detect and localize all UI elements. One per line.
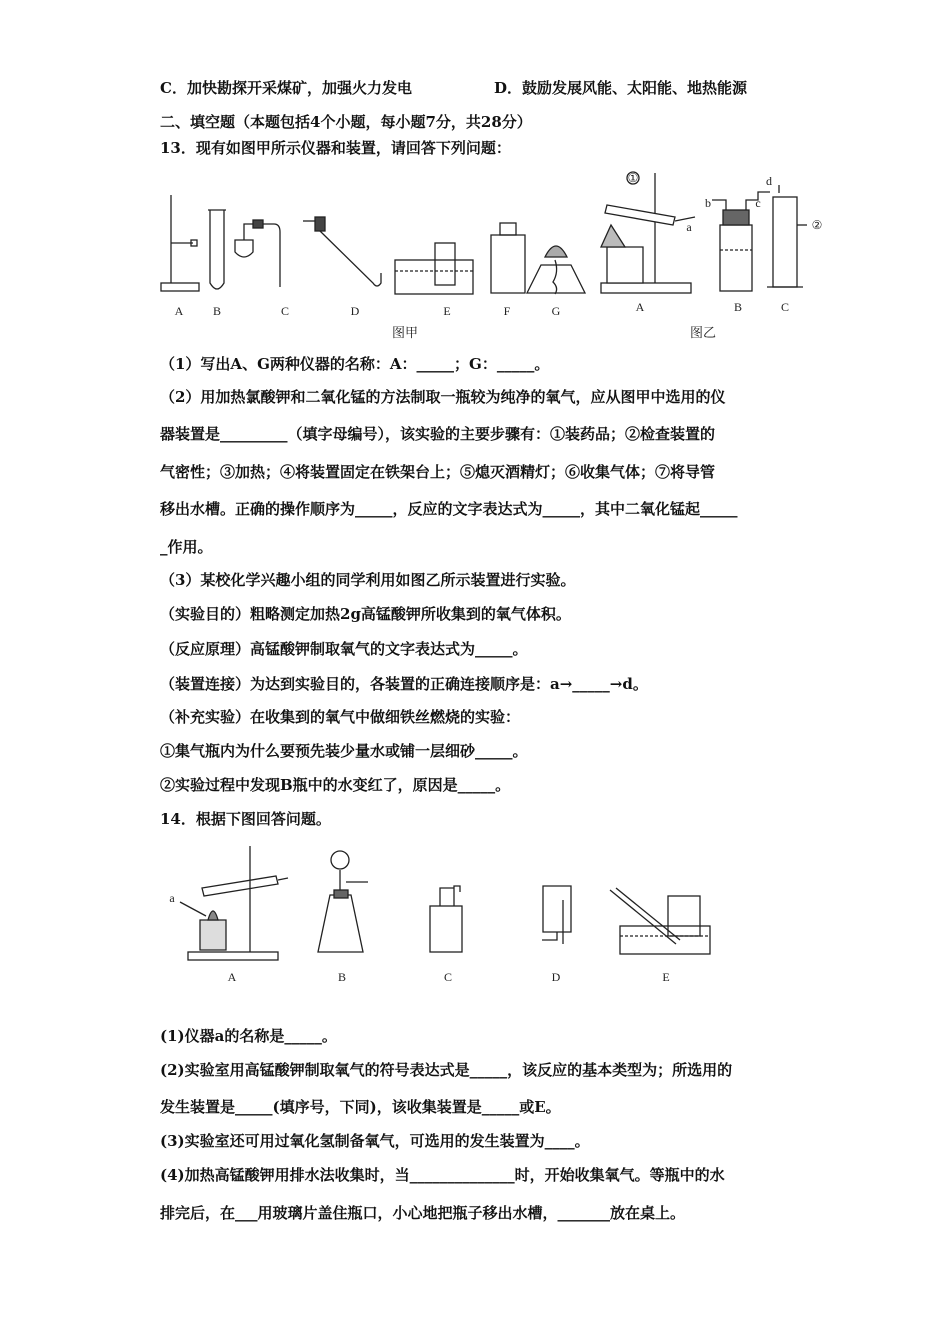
fig2-label-d: D (551, 970, 561, 984)
jia-label-b: B (212, 304, 222, 318)
q13-part3-q2: ②实验过程中发现B瓶中的水变红了，原因是_____。 (160, 776, 511, 794)
section-heading: 二、填空题（本题包括4个小题，每小题7分，共28分） (160, 113, 532, 131)
figure-2 (158, 840, 718, 990)
yi-mark-c: c (755, 196, 761, 210)
fig2-label-b: B (337, 970, 347, 984)
question-13: 13．现有如图甲所示仪器和装置，请回答下列问题： (160, 139, 511, 157)
q13-part2-l3: 气密性；③加热；④将装置固定在铁架台上；⑤熄灭酒精灯；⑥收集气体；⑦将导管 (160, 463, 716, 481)
yi-label-b: B (733, 300, 743, 314)
option-d: D．鼓励发展风能、太阳能、地热能源 (494, 79, 748, 97)
yi-mark-1: ① (627, 171, 639, 185)
q13-part2-l2: 器装置是_________（填字母编号），该实验的主要步骤有：①装药品；②检查装置的 (160, 425, 716, 443)
fig2-label-a: A (227, 970, 237, 984)
q14-part1: (1)仪器a的名称是_____。 (160, 1027, 337, 1045)
jia-label-a: A (174, 304, 184, 318)
yi-mark-b: b (705, 196, 711, 210)
q13-part3-supplement: （补充实验）在收集到的氧气中做细铁丝燃烧的实验： (160, 708, 521, 726)
option-c: C．加快勘探开采煤矿，加强火力发电 (160, 79, 412, 97)
q14-part2-l2: 发生装置是_____(填序号，下同)，该收集装置是_____或E。 (160, 1098, 561, 1116)
yi-mark-2: ② (811, 218, 823, 232)
q13-part2-l1: （2）用加热氯酸钾和二氧化锰的方法制取一瓶较为纯净的氧气，应从图甲中选用的仪 (160, 388, 726, 406)
yi-label-c: C (780, 300, 790, 314)
fig2-marker-a: a (169, 891, 175, 905)
yi-mark-a: a (686, 220, 692, 234)
jia-label-d: D (350, 304, 360, 318)
fig2-label-e: E (662, 970, 670, 984)
q14-part4-l1: (4)加热高锰酸钾用排水法收集时，当______________时，开始收集氧气。等瓶中的水 (160, 1166, 725, 1184)
q13-part3-q1: ①集气瓶内为什么要预先装少量水或铺一层细砂_____。 (160, 742, 528, 760)
q13-part3: （3）某校化学兴趣小组的同学利用如图乙所示装置进行实验。 (160, 571, 576, 589)
yi-caption: 图乙 (689, 326, 717, 341)
jia-label-f: F (503, 304, 511, 318)
jia-label-c: C (280, 304, 290, 318)
q13-part3-principle: （反应原理）高锰酸钾制取氧气的文字表达式为_____。 (160, 640, 528, 658)
figure-1 (155, 165, 835, 345)
q13-part2-l5: _作用。 (160, 538, 213, 556)
figure-1-drawing (155, 165, 835, 345)
question-14: 14．根据下图回答问题。 (160, 810, 331, 828)
q13-part3-connection: （装置连接）为达到实验目的，各装置的正确连接顺序是：a→_____→d。 (160, 675, 648, 693)
q13-part3-purpose: （实验目的）粗略测定加热2g高锰酸钾所收集到的氧气体积。 (160, 605, 571, 623)
q14-part4-l2: 排完后，在___用玻璃片盖住瓶口，小心地把瓶子移出水槽，_______放在桌上。 (160, 1204, 686, 1222)
q14-part2-l1: (2)实验室用高锰酸钾制取氧气的符号表达式是_____，该反应的基本类型为；所选用的 (160, 1061, 733, 1079)
figure-2-drawing (158, 840, 718, 990)
jia-label-g: G (551, 304, 561, 318)
yi-mark-d: d (766, 174, 772, 188)
jia-label-e: E (443, 304, 451, 318)
q13-part2-l4: 移出水槽。正确的操作顺序为_____，反应的文字表达式为_____，其中二氧化锰起_____ (160, 500, 738, 518)
fig2-label-c: C (443, 970, 453, 984)
yi-label-a: A (635, 300, 645, 314)
q14-part3: (3)实验室还可用过氧化氢制备氧气，可选用的发生装置为____。 (160, 1132, 590, 1150)
q13-part1: （1）写出A、G两种仪器的名称：A：_____；G：_____。 (160, 355, 550, 373)
jia-caption: 图甲 (391, 326, 419, 341)
